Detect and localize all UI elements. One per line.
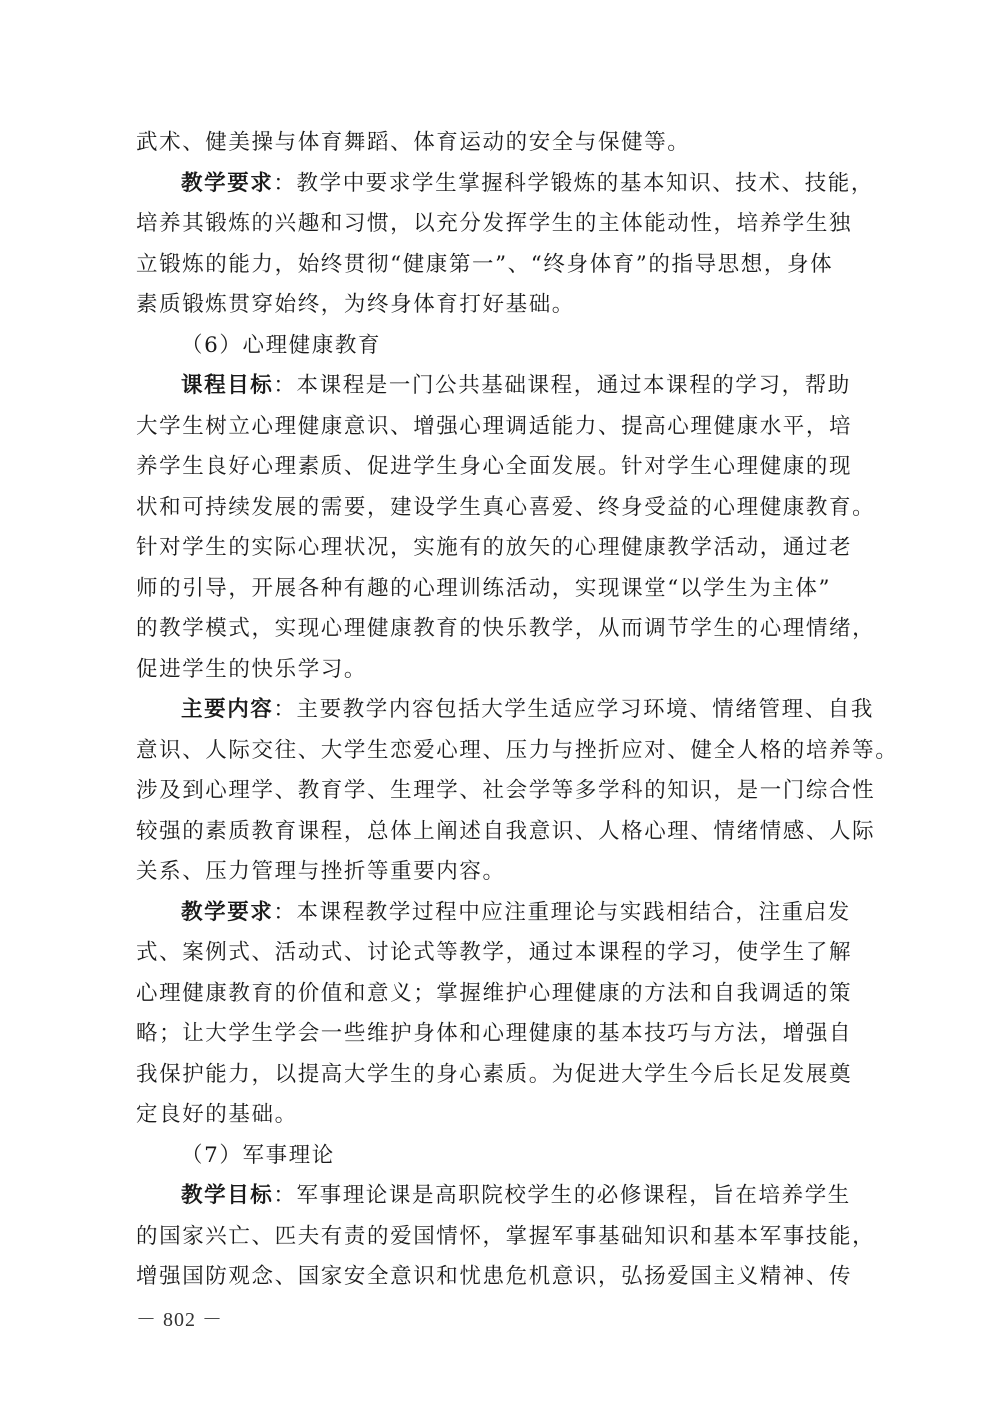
body-text: ：本课程教学过程中应注重理论与实践相结合，注重启发 [273, 900, 851, 925]
body-line: 增强国防观念、国家安全意识和忧患危机意识，弘扬爱国主义精神、传 [136, 1264, 853, 1289]
section-heading-mental-health: （6）心理健康教育 [181, 333, 382, 358]
body-line: 关系、压力管理与挫折等重要内容。 [136, 859, 506, 884]
body-line: 我保护能力，以提高大学生的身心素质。为促进大学生今后长足发展奠 [136, 1062, 853, 1087]
paragraph-main-content [181, 695, 931, 725]
body-line: 针对学生的实际心理状况，实施有的放矢的心理健康教学活动，通过老 [136, 535, 853, 560]
body-line: 素质锻炼贯穿始终，为终身体育打好基础。 [136, 292, 575, 317]
paragraph-course-objectives [181, 371, 931, 401]
body-text: ：军事理论课是高职院校学生的必修课程，旨在培养学生 [273, 1183, 851, 1208]
section-heading-military-theory: （7）军事理论 [181, 1143, 335, 1168]
section-label: 教学要求 [181, 171, 274, 196]
body-line: 培养其锻炼的兴趣和习惯，以充分发挥学生的主体能动性，培养学生独 [136, 211, 853, 236]
paragraph-teaching-requirements [181, 898, 931, 928]
body-line: 式、案例式、活动式、讨论式等教学，通过本课程的学习，使学生了解 [136, 940, 853, 965]
body-line: 立锻炼的能力，始终贯彻“健康第一”、“终身体育”的指导思想，身体 [136, 252, 834, 277]
body-text: ：教学中要求学生掌握科学锻炼的基本知识、技术、技能， [273, 171, 875, 196]
body-line: 心理健康教育的价值和意义；掌握维护心理健康的方法和自我调适的策 [136, 981, 853, 1006]
body-line: 涉及到心理学、教育学、生理学、社会学等多学科的知识，是一门综合性 [136, 778, 876, 803]
body-text: ：主要教学内容包括大学生适应学习环境、情绪管理、自我 [273, 697, 875, 722]
body-line: 促进学生的快乐学习。 [136, 657, 368, 682]
body-text: ：本课程是一门公共基础课程，通过本课程的学习，帮助 [273, 373, 851, 398]
page-number: － 802 － [136, 1309, 223, 1331]
paragraph-teaching-requirements [181, 169, 931, 199]
body-line: 定良好的基础。 [136, 1102, 298, 1127]
body-line: 较强的素质教育课程，总体上阐述自我意识、人格心理、情绪情感、人际 [136, 819, 876, 844]
section-label: 教学要求 [181, 900, 274, 925]
body-line: 略；让大学生学会一些维护身体和心理健康的基本技巧与方法，增强自 [136, 1021, 853, 1046]
body-line: 养学生良好心理素质、促进学生身心全面发展。针对学生心理健康的现 [136, 454, 853, 479]
body-line: 武术、健美操与体育舞蹈、体育运动的安全与保健等。 [136, 130, 691, 155]
body-line: 意识、人际交往、大学生恋爱心理、压力与挫折应对、健全人格的培养等。 [136, 738, 899, 763]
section-label: 教学目标 [181, 1183, 274, 1208]
section-label: 课程目标 [181, 373, 274, 398]
section-label: 主要内容 [181, 697, 274, 722]
body-line: 大学生树立心理健康意识、增强心理调适能力、提高心理健康水平，培 [136, 414, 853, 439]
body-line: 的教学模式，实现心理健康教育的快乐教学，从而调节学生的心理情绪， [136, 616, 876, 641]
paragraph-teaching-objectives [181, 1181, 931, 1211]
body-line: 师的引导，开展各种有趣的心理训练活动，实现课堂“以学生为主体” [136, 576, 832, 601]
body-line: 状和可持续发展的需要，建设学生真心喜爱、终身受益的心理健康教育。 [136, 495, 876, 520]
body-line: 的国家兴亡、匹夫有责的爱国情怀，掌握军事基础知识和基本军事技能， [136, 1224, 876, 1249]
